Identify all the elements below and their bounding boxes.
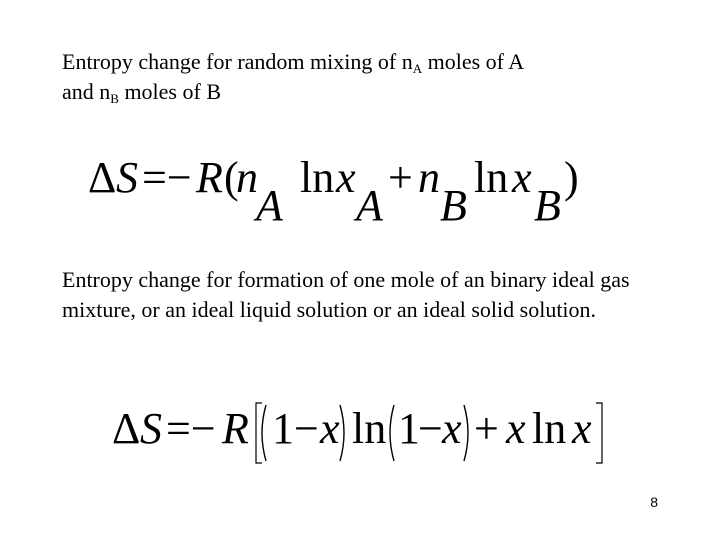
eq2-one-2: 1 [398, 404, 420, 453]
eq1-s: S [116, 153, 138, 202]
eq1-plus: + [388, 153, 413, 202]
eq1-right-paren: ) [564, 153, 579, 202]
eq1-left-paren: ( [224, 153, 239, 202]
ideal-solution-entropy-equation [0, 395, 720, 475]
eq2-left-paren-1 [262, 405, 266, 461]
eq1-n-b: n [418, 153, 440, 202]
eq1-r: R [196, 153, 223, 202]
eq1-ln-1: ln [300, 153, 335, 202]
eq1-x-b: x [512, 153, 532, 202]
eq2-minus-2: − [418, 404, 443, 453]
eq2-ln-2: ln [532, 404, 567, 453]
eq1-sub-b-2: B [534, 181, 561, 230]
eq2-x-4: x [572, 404, 592, 453]
subscript-a: A [412, 61, 423, 76]
eq2-equals-minus: =− [166, 404, 216, 453]
eq2-left-paren-2 [390, 405, 394, 461]
subscript-b: B [110, 91, 119, 106]
eq1-equals-minus: =− [142, 153, 192, 202]
mixing-entropy-equation [0, 140, 720, 230]
eq2-plus: + [474, 404, 499, 453]
ideal-solution-description: Entropy change for formation of one mole of an binary ideal gas mixture, or an ideal liquid solution or an ideal solid solution. [62, 267, 630, 322]
mixing-description [62, 47, 662, 107]
eq2-ln-1: ln [352, 404, 387, 453]
eq2-right-paren-1 [340, 405, 344, 461]
eq1-sub-a-1: A [256, 181, 283, 230]
eq2-minus-1: − [294, 404, 319, 453]
intro-line2-prefix: and n [62, 79, 111, 104]
eq1-n-a: n [236, 153, 258, 202]
eq2-x-3: x [506, 404, 526, 453]
eq2-one-1: 1 [272, 404, 294, 453]
eq1-delta: Δ [88, 153, 117, 202]
eq2-left-bracket [256, 403, 262, 463]
eq2-r: R [222, 404, 249, 453]
intro-line1-prefix: Entropy change for random mixing of n [62, 49, 413, 74]
eq1-sub-b-1: B [440, 181, 467, 230]
eq2-x-1: x [320, 404, 340, 453]
eq1-x-a: x [336, 153, 356, 202]
eq2-s: S [140, 404, 162, 453]
intro-line2-suffix: moles of B [118, 79, 221, 104]
eq1-sub-a-2: A [356, 181, 383, 230]
eq2-right-bracket [596, 403, 602, 463]
page-number: 8 [650, 494, 658, 510]
eq2-x-2: x [442, 404, 462, 453]
eq1-ln-2: ln [474, 153, 509, 202]
eq2-right-paren-2 [464, 405, 468, 461]
intro-line1-suffix: moles of A [422, 49, 525, 74]
eq2-delta: Δ [112, 404, 141, 453]
